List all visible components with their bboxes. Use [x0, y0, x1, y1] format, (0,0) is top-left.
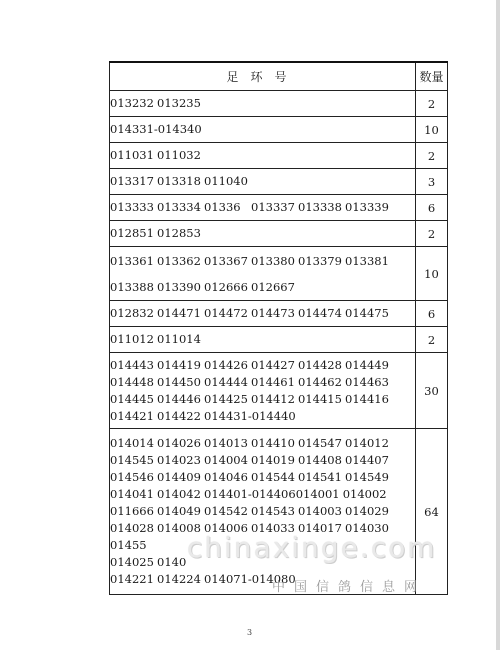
ring-numbers-cell — [110, 301, 416, 327]
ring-line — [110, 199, 415, 216]
count-cell: 64 — [416, 429, 448, 595]
ring-line — [110, 357, 415, 374]
ring-numbers-cell — [110, 117, 416, 143]
ring-line — [110, 452, 415, 469]
count-cell: 10 — [416, 247, 448, 301]
ring-number: 014544 — [251, 470, 295, 484]
ring-number: 014425 — [204, 391, 248, 406]
ring-number: 011012 — [110, 332, 154, 346]
ring-number: 014431-014440 — [204, 408, 296, 423]
ring-number: 014461 — [251, 374, 295, 389]
ring-number: 012667 — [251, 279, 295, 294]
ring-number: 014448 — [110, 374, 154, 389]
ring-numbers-cell — [110, 195, 416, 221]
ring-number: 014408 — [298, 453, 342, 467]
ring-number: 011031 — [110, 148, 154, 162]
ring-numbers-cell — [110, 169, 416, 195]
count-cell: 6 — [416, 195, 448, 221]
ring-number: 014462 — [298, 374, 342, 389]
ring-number: 011666 — [110, 504, 154, 518]
ring-number: 014004 — [204, 453, 248, 467]
table-header-row — [110, 62, 448, 91]
ring-line — [110, 503, 415, 520]
ring-number: 014543 — [251, 504, 295, 518]
header-ring-numbers: 足环号 — [110, 62, 416, 91]
ring-number: 014412 — [251, 391, 295, 406]
ring-number: 014001 — [295, 487, 340, 501]
ring-number: 013367 — [204, 253, 248, 268]
ring-number: 014545 — [110, 453, 154, 467]
ring-number: 014443 — [110, 357, 154, 372]
table-row — [110, 221, 448, 247]
ring-number: 014026 — [157, 436, 201, 450]
ring-number: 014427 — [251, 357, 295, 372]
ring-number: 013339 — [345, 200, 389, 214]
ring-numbers-cell — [110, 353, 416, 429]
ring-number: 014546 — [110, 470, 154, 484]
ring-number: 014029 — [345, 504, 389, 518]
count-cell: 2 — [416, 143, 448, 169]
ring-number: 014410 — [251, 436, 295, 450]
ring-number: 014419 — [157, 357, 201, 372]
ring-number: 014449 — [345, 357, 389, 372]
ring-number: 012853 — [157, 226, 201, 240]
ring-number: 014474 — [298, 306, 342, 320]
ring-number: 014416 — [345, 391, 389, 406]
ring-numbers-cell — [110, 429, 416, 595]
ring-number: 013380 — [251, 253, 295, 268]
ring-line — [110, 225, 415, 242]
ring-number: 014471 — [157, 306, 201, 320]
ring-number: 012851 — [110, 226, 154, 240]
ring-numbers-cell — [110, 91, 416, 117]
ring-number: 01336 — [204, 200, 241, 214]
table-row — [110, 247, 448, 301]
ring-number: 014002 — [342, 487, 387, 501]
ring-line — [110, 331, 415, 348]
ring-number: 013318 — [157, 174, 201, 188]
ring-line — [110, 95, 415, 112]
count-cell: 2 — [416, 327, 448, 353]
ring-numbers-cell — [110, 327, 416, 353]
ring-number: 014012 — [345, 436, 389, 450]
ring-line — [110, 435, 415, 452]
ring-line — [110, 374, 415, 391]
ring-number: 013235 — [157, 96, 201, 110]
table-row — [110, 195, 448, 221]
ring-number: 014446 — [157, 391, 201, 406]
ring-number: 014415 — [298, 391, 342, 406]
ring-number: 014444 — [204, 374, 248, 389]
header-count: 数量 — [416, 62, 448, 91]
ring-numbers-cell — [110, 143, 416, 169]
ring-number: 014042 — [157, 487, 201, 501]
ring-number: 014017 — [298, 521, 342, 535]
ring-number: 014019 — [251, 453, 295, 467]
ring-number: 014450 — [157, 374, 201, 389]
ring-number: 013362 — [157, 253, 201, 268]
page-number: 3 — [247, 628, 253, 637]
ring-number: 014421 — [110, 408, 154, 423]
ring-numbers-cell — [110, 221, 416, 247]
ring-number: 014331-014340 — [110, 122, 202, 136]
ring-number: 014006 — [204, 521, 248, 535]
ring-number: 014030 — [345, 521, 389, 535]
count-cell: 2 — [416, 221, 448, 247]
ring-number: 013381 — [345, 253, 389, 268]
ring-number: 013317 — [110, 174, 154, 188]
ring-number: 014445 — [110, 391, 154, 406]
table-row — [110, 327, 448, 353]
ring-number-table — [109, 61, 448, 595]
ring-number: 014541 — [298, 470, 342, 484]
count-cell: 3 — [416, 169, 448, 195]
ring-number: 014407 — [345, 453, 389, 467]
ring-number: 013390 — [157, 279, 201, 294]
ring-line — [110, 274, 415, 300]
watermark-subtext: 中国信鸽信息网 — [272, 580, 427, 595]
ring-number: 014401-014406 — [204, 487, 296, 501]
ring-number: 0140 — [157, 555, 187, 569]
ring-number: 014542 — [204, 504, 248, 518]
ring-line — [110, 147, 415, 164]
ring-number: 014023 — [157, 453, 201, 467]
ring-number: 014428 — [298, 357, 342, 372]
ring-line — [110, 469, 415, 486]
ring-number: 014013 — [204, 436, 248, 450]
ring-number: 01455 — [110, 538, 147, 552]
ring-number: 013334 — [157, 200, 201, 214]
ring-number: 014025 — [110, 555, 154, 569]
ring-number: 014028 — [110, 521, 154, 535]
ring-number: 012832 — [110, 306, 154, 320]
watermark-text: chinaxinge.com — [187, 531, 437, 564]
ring-number: 014003 — [298, 504, 342, 518]
ring-number: 013388 — [110, 279, 154, 294]
ring-number: 012666 — [204, 279, 248, 294]
ring-number: 014426 — [204, 357, 248, 372]
ring-number: 014473 — [251, 306, 295, 320]
ring-number: 013361 — [110, 253, 154, 268]
ring-number: 014221 — [110, 572, 154, 586]
ring-number: 014547 — [298, 436, 342, 450]
count-cell: 30 — [416, 353, 448, 429]
ring-number: 014475 — [345, 306, 389, 320]
ring-line — [110, 486, 415, 503]
ring-number: 014409 — [157, 470, 201, 484]
ring-number: 014049 — [157, 504, 201, 518]
table-row — [110, 429, 448, 595]
table-row — [110, 353, 448, 429]
ring-number: 011040 — [204, 174, 248, 188]
ring-number: 011032 — [157, 148, 201, 162]
ring-line — [110, 121, 415, 138]
table-row — [110, 301, 448, 327]
ring-number: 013379 — [298, 253, 342, 268]
ring-number: 014046 — [204, 470, 248, 484]
ring-line — [110, 391, 415, 408]
page-edge — [496, 0, 500, 650]
ring-line — [110, 305, 415, 322]
count-cell: 10 — [416, 117, 448, 143]
ring-number: 014008 — [157, 521, 201, 535]
table-row — [110, 91, 448, 117]
ring-number: 014071-014080 — [204, 572, 296, 586]
ring-number: 014014 — [110, 436, 154, 450]
count-cell: 6 — [416, 301, 448, 327]
ring-number: 014422 — [157, 408, 201, 423]
ring-number: 014549 — [345, 470, 389, 484]
ring-number: 014463 — [345, 374, 389, 389]
count-cell: 2 — [416, 91, 448, 117]
ring-numbers-cell — [110, 247, 416, 301]
ring-line — [110, 248, 415, 274]
ring-number: 014041 — [110, 487, 154, 501]
ring-line — [110, 408, 415, 425]
ring-number: 014224 — [157, 572, 201, 586]
ring-number: 013338 — [298, 200, 342, 214]
ring-number: 014472 — [204, 306, 248, 320]
ring-number: 011014 — [157, 332, 201, 346]
table-row — [110, 143, 448, 169]
table-row — [110, 169, 448, 195]
ring-number: 013337 — [251, 200, 295, 214]
ring-number: 014033 — [251, 521, 295, 535]
ring-number: 013333 — [110, 200, 154, 214]
table-row — [110, 117, 448, 143]
ring-number: 013232 — [110, 96, 154, 110]
ring-line — [110, 173, 415, 190]
